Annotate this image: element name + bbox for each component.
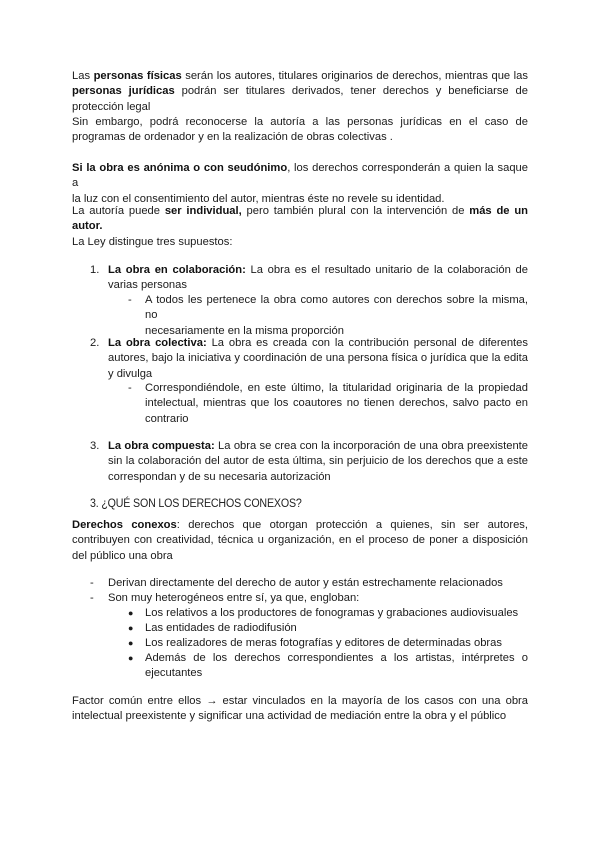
- paragraph-line: protección legal: [72, 100, 151, 113]
- paragraph-line: [72, 518, 528, 533]
- paragraph-personas: [72, 69, 528, 115]
- paragraph-line: intelectual, mientras que los coautores no tienen derechos, salvo pacto en: [145, 397, 528, 410]
- paragraph-line: [108, 439, 528, 454]
- paragraph-line: A todos les pertenece la obra como autores con derechos sobre la misma, no: [145, 294, 528, 322]
- paragraph-line: [72, 84, 528, 99]
- bullet-icon: ●: [128, 608, 134, 618]
- paragraph-line: Factor común entre ellos → estar vinculados en la mayoría de los casos con una obra: [72, 695, 528, 707]
- paragraph-line: Además de los derechos correspondientes a los artistas, intérpretes o: [145, 652, 528, 664]
- list-number: 3.: [90, 440, 100, 452]
- bold-text: personas jurídicas: [72, 85, 175, 98]
- paragraph-line: intelectual preexistente y significar una actividad de mediación entre la obra y el público: [72, 710, 507, 723]
- list-item: [108, 263, 528, 294]
- paragraph-line: la luz con el consentimiento del autor, mientras éste no revele su identidad.: [72, 192, 445, 205]
- bold-text: ser individual,: [164, 205, 242, 217]
- bullet-icon: ●: [128, 623, 134, 633]
- sub-list-item: [145, 381, 528, 427]
- text: pero también plural con la intervención de: [241, 205, 470, 217]
- text: serán los autores, titulares originarios de derechos, mientras que las: [181, 70, 528, 82]
- paragraph-line: La Ley distingue tres supuestos:: [72, 235, 233, 248]
- bullet-item: Las entidades de radiodifusión: [145, 622, 297, 634]
- bold-text: personas físicas: [93, 70, 182, 82]
- text: La obra es el resultado unitario de la colaboración de: [245, 264, 528, 276]
- paragraph-line: [72, 69, 528, 84]
- bold-text: Derechos conexos: [72, 519, 177, 531]
- paragraph-line: [72, 204, 528, 219]
- list-item: [108, 336, 528, 382]
- paragraph-line: [108, 263, 528, 278]
- dash-list-item: Derivan directamente del derecho de autor y están estrechamente relacionados: [108, 577, 503, 589]
- bullet-item: Los relativos a los productores de fonogramas y grabaciones audiovisuales: [145, 607, 519, 619]
- paragraph-line: correspondan y de su necesaria autorización: [108, 470, 331, 483]
- paragraph-line: [72, 161, 528, 192]
- text: La obra se crea con la incorporación de una obra preexistente: [214, 440, 528, 452]
- dash-marker: -: [128, 294, 132, 306]
- bullet-icon: ●: [128, 638, 134, 648]
- paragraph-anonima: [72, 161, 528, 207]
- paragraph-line: Correspondiéndole, en este último, la titularidad originaria de la propiedad: [145, 382, 528, 394]
- text: podrán ser titulares derivados, tener derechos y beneficiarse de: [174, 85, 528, 98]
- paragraph-line: [108, 336, 528, 351]
- paragraph-line: programas de ordenador y en la realización de obras colectivas .: [72, 131, 393, 144]
- dash-list-item: Son muy heterogéneos entre sí, ya que, engloban:: [108, 592, 360, 604]
- bold-text: La obra en colaboración:: [108, 264, 246, 276]
- paragraph-factor-comun: [72, 694, 528, 725]
- dash-marker: -: [90, 577, 94, 589]
- paragraph-line: ejecutantes: [145, 667, 203, 680]
- paragraph-sin-embargo: [72, 115, 528, 146]
- bold-text: Si la obra es anónima o con seudónimo: [72, 162, 288, 174]
- text: Las: [72, 70, 94, 82]
- list-number: 2.: [90, 337, 100, 349]
- paragraph-line: autores, bajo la iniciativa y coordinación de una persona física o jurídica que la edita: [108, 352, 528, 365]
- bold-text: autor.: [72, 220, 103, 233]
- dash-marker: -: [90, 592, 94, 604]
- sub-list-item: [145, 293, 528, 339]
- list-number: 1.: [90, 264, 100, 276]
- bold-text: más de un: [469, 205, 528, 217]
- paragraph-line: y divulga: [108, 367, 153, 380]
- dash-marker: -: [128, 382, 132, 394]
- bullet-item: [145, 651, 528, 682]
- paragraph-line: necesariamente en la misma proporción: [145, 324, 344, 337]
- paragraph-line: varias personas: [108, 279, 187, 292]
- list-item: [108, 439, 528, 485]
- paragraph-autoria: [72, 204, 528, 250]
- bold-text: La obra colectiva:: [108, 337, 207, 349]
- paragraph-line: sin la colaboración del autor de esta última, sin perjuicio de los derechos que a este: [108, 455, 528, 468]
- bold-text: La obra compuesta:: [108, 440, 215, 452]
- paragraph-line: Sin embargo, podrá reconocerse la autoría a las personas jurídicas en el caso de: [72, 116, 528, 128]
- paragraph-line: contrario: [145, 412, 189, 425]
- paragraph-derechos-conexos: [72, 518, 528, 564]
- paragraph-line: contribuyen con creatividad, técnica u organización, en el proceso de poner a disposición: [72, 534, 528, 547]
- text: : derechos que otorgan protección a quienes, sin ser autores,: [176, 519, 528, 531]
- bullet-item: Los realizadores de meras fotografías y editores de determinadas obras: [145, 637, 502, 649]
- text: La autoría puede: [72, 205, 165, 217]
- paragraph-line: del público una obra: [72, 549, 173, 562]
- text: , los derechos corresponderán a quien la saque a: [72, 162, 528, 190]
- text: La obra es creada con la contribución personal de diferentes: [206, 337, 528, 349]
- section-heading: 3. ¿QUÉ SON LOS DERECHOS CONEXOS?: [90, 496, 302, 510]
- bullet-icon: ●: [128, 653, 134, 663]
